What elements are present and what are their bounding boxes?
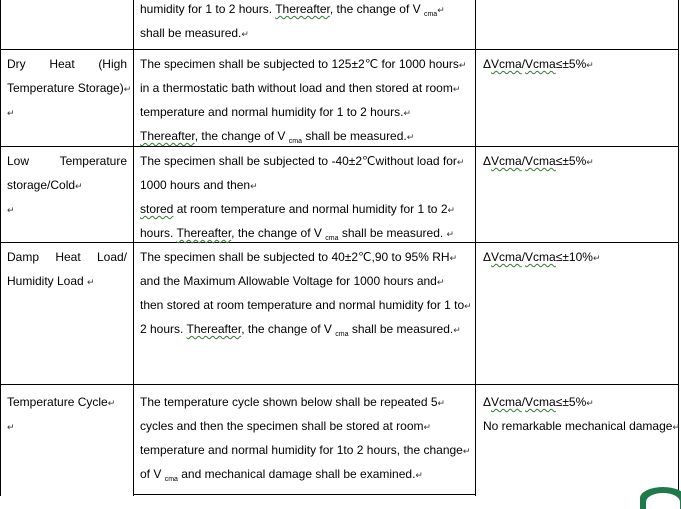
top-procedure-line <box>140 26 249 41</box>
temp-cycle-procedure-subscript: cma <box>164 476 178 483</box>
low-temp-criteria-text: ≤±5% <box>555 154 587 168</box>
paragraph-mark-icon: ↵ <box>123 84 132 94</box>
paragraph-mark-icon: ↵ <box>436 277 445 287</box>
temp-cycle-procedure-text: The temperature cycle shown below shall be repeated 5 <box>140 395 438 409</box>
low-temp-procedure-text: at room temperature and normal humidity for 1 to 2 <box>173 202 448 216</box>
low-temp-criteria-term: Vcma <box>525 154 556 168</box>
damp-heat-procedure-line <box>140 250 457 265</box>
low-temp-procedure-text: 1000 hours and then <box>140 178 251 192</box>
dry-heat-procedure-line <box>140 81 460 96</box>
temp-cycle-criteria-text: No remarkable mechanical damage <box>483 419 673 433</box>
paragraph-mark-icon: ↵ <box>423 422 432 432</box>
paragraph-mark-icon: ↵ <box>586 398 594 408</box>
paragraph-mark-icon: ↵ <box>7 108 15 118</box>
dry-heat-procedure-line <box>140 57 466 72</box>
temp-cycle-criteria-term: Vcma <box>491 395 522 409</box>
low-temp-procedure-term: Thereafter <box>176 226 232 240</box>
dry-heat-procedure-text: shall be measured. <box>302 129 407 143</box>
low-temp-procedure-text: The specimen shall be subjected to -40±2℃without load for <box>140 154 457 168</box>
damp-heat-criteria-text: / <box>521 250 526 264</box>
dry-heat-item-word: Heat <box>49 57 75 71</box>
temp-cycle-procedure-text: temperature and normal humidity for 1to 2 hours, the change <box>140 443 463 457</box>
temp-cycle-item-line <box>7 395 115 410</box>
damp-heat-criteria-line <box>483 250 600 265</box>
dry-heat-procedure-line <box>140 129 414 146</box>
low-temp-criteria-line <box>483 154 594 169</box>
top-procedure-term: Thereafter <box>275 2 330 16</box>
paragraph-mark-icon: ↵ <box>7 205 15 215</box>
dry-heat-procedure-text: temperature and normal humidity for 1 to 2 hours. <box>140 105 404 119</box>
temp-cycle-procedure-text: and mechanical damage shall be examined. <box>177 467 416 481</box>
top-procedure-text: humidity for 1 to 2 hours. <box>140 2 276 16</box>
paragraph-mark-icon: ↵ <box>250 181 258 191</box>
paragraph-mark-icon: ↵ <box>592 253 601 263</box>
dry-heat-item-word: Dry <box>7 57 26 71</box>
dry-heat-procedure-text: , the change of V <box>194 129 289 143</box>
paragraph-mark-icon: ↵ <box>447 205 456 215</box>
temp-cycle-procedure-text: of V <box>140 467 165 481</box>
low-temp-procedure-text: hours. <box>140 226 177 240</box>
low-temp-criteria-text: / <box>521 154 526 168</box>
top-procedure-text: shall be measured. <box>140 26 242 40</box>
dry-heat-procedure-subscript: cma <box>288 138 303 145</box>
dry-heat-procedure-line <box>140 105 411 120</box>
dry-heat-procedure-term: Thereafter <box>140 129 195 143</box>
damp-heat-criteria-text: ≤±10% <box>555 250 593 264</box>
paragraph-mark-icon: ↵ <box>75 181 83 191</box>
low-temp-procedure-line <box>140 154 464 169</box>
border-left <box>0 0 1 496</box>
paragraph-mark-icon: ↵ <box>586 157 594 167</box>
dry-heat-procedure-text: The specimen shall be subjected to 125±2℃ for 1000 hours <box>140 57 459 71</box>
damp-heat-procedure-text: , the change of V <box>241 322 336 336</box>
damp-heat-criteria-text: Δ <box>483 250 492 264</box>
dry-heat-criteria-term: Vcma <box>491 57 522 71</box>
temp-cycle-criteria-text: ≤±5% <box>555 395 587 409</box>
paragraph-mark-icon: ↵ <box>453 325 461 335</box>
damp-heat-criteria-term: Vcma <box>491 250 522 264</box>
dry-heat-item-line <box>7 105 15 120</box>
paragraph-mark-icon: ↵ <box>437 398 446 408</box>
paragraph-mark-icon: ↵ <box>464 301 472 311</box>
low-temp-item-word: Low <box>7 154 30 168</box>
low-temp-item-line <box>7 178 83 193</box>
damp-heat-procedure-text: The specimen shall be subjected to 40±2℃,90 to 95% RH <box>140 250 450 264</box>
damp-heat-procedure-line <box>140 322 461 339</box>
border-row1 <box>0 49 679 50</box>
paragraph-mark-icon: ↵ <box>462 446 471 456</box>
paragraph-mark-icon: ↵ <box>403 108 412 118</box>
paragraph-mark-icon: ↵ <box>437 5 445 15</box>
temp-cycle-procedure-line <box>140 395 445 410</box>
damp-heat-procedure-text: shall be measured. <box>348 322 454 336</box>
low-temp-procedure-text: shall be measured. <box>338 226 447 240</box>
paragraph-mark-icon: ↵ <box>7 422 15 432</box>
paragraph-mark-icon: ↵ <box>241 29 249 39</box>
dry-heat-criteria-term: Vcma <box>525 57 556 71</box>
paragraph-mark-icon: ↵ <box>446 229 455 239</box>
border-bottom <box>133 494 476 495</box>
damp-heat-item-word: Heat <box>55 250 81 264</box>
damp-heat-item-word: Load/ <box>96 250 127 264</box>
damp-heat-procedure-text: and the Maximum Allowable Voltage for 1000 hours and <box>140 274 437 288</box>
temp-cycle-procedure-line <box>140 467 423 484</box>
damp-heat-procedure-subscript: cma <box>335 331 349 338</box>
dry-heat-item-line <box>7 57 127 71</box>
paragraph-mark-icon: ↵ <box>406 132 415 142</box>
damp-heat-procedure-text: 2 hours. <box>140 322 187 336</box>
watermark-logo-icon <box>640 487 681 509</box>
top-procedure-line <box>140 2 445 19</box>
low-temp-procedure-text: , the change of V <box>231 226 326 240</box>
low-temp-item-line <box>7 154 127 168</box>
dry-heat-criteria-text: / <box>521 57 526 71</box>
paragraph-mark-icon: ↵ <box>449 253 458 263</box>
dry-heat-criteria-text: Δ <box>483 57 492 71</box>
paragraph-mark-icon: ↵ <box>87 277 95 287</box>
paragraph-mark-icon: ↵ <box>415 470 423 480</box>
dry-heat-procedure-text: in a thermostatic bath without load and then stored at room <box>140 81 453 95</box>
damp-heat-procedure-text: then stored at room temperature and normal humidity for 1 to <box>140 298 465 312</box>
low-temp-procedure-term: stored <box>140 202 174 216</box>
low-temp-procedure-line <box>140 226 454 243</box>
temp-cycle-criteria-text: Δ <box>483 395 492 409</box>
paragraph-mark-icon: ↵ <box>107 398 116 408</box>
top-procedure-text: , the change of V <box>329 2 424 16</box>
damp-heat-item-line <box>7 274 95 289</box>
dry-heat-item-word: (High <box>98 57 127 71</box>
paragraph-mark-icon: ↵ <box>586 60 594 70</box>
low-temp-procedure-line <box>140 202 455 217</box>
paragraph-mark-icon: ↵ <box>458 60 467 70</box>
paragraph-mark-icon: ↵ <box>456 157 465 167</box>
low-temp-procedure-subscript: cma <box>325 235 339 242</box>
temp-cycle-criteria-line <box>483 419 680 434</box>
temp-cycle-procedure-text: cycles and then the specimen shall be stored at room <box>140 419 424 433</box>
damp-heat-item-text: Humidity Load <box>7 274 88 288</box>
top-procedure-subscript: cma <box>423 11 438 18</box>
temp-cycle-procedure-line <box>140 443 470 458</box>
damp-heat-procedure-line <box>140 298 472 313</box>
temp-cycle-item-line <box>7 419 15 434</box>
dry-heat-criteria-text: ≤±5% <box>555 57 587 71</box>
dry-heat-item-text: Temperature Storage) <box>7 81 124 95</box>
border-col1 <box>133 0 134 496</box>
low-temp-procedure-line <box>140 178 258 193</box>
low-temp-item-word: Temperature <box>59 154 127 168</box>
paragraph-mark-icon: ↵ <box>672 422 680 432</box>
temp-cycle-procedure-line <box>140 419 431 434</box>
temp-cycle-item-text: Temperature Cycle <box>7 395 108 409</box>
damp-heat-item-word: Damp <box>7 250 40 264</box>
border-row2 <box>0 146 679 147</box>
dry-heat-criteria-line <box>483 57 594 72</box>
border-col2 <box>475 0 476 496</box>
temp-cycle-criteria-text: / <box>521 395 526 409</box>
low-temp-criteria-term: Vcma <box>491 154 522 168</box>
low-temp-criteria-text: Δ <box>483 154 492 168</box>
temp-cycle-criteria-term: Vcma <box>525 395 556 409</box>
damp-heat-criteria-term: Vcma <box>525 250 556 264</box>
border-row4 <box>0 384 679 385</box>
damp-heat-procedure-line <box>140 274 444 289</box>
paragraph-mark-icon: ↵ <box>452 84 461 94</box>
damp-heat-procedure-term: Thereafter <box>186 322 242 336</box>
temp-cycle-criteria-line <box>483 395 594 410</box>
dry-heat-item-line <box>7 81 131 96</box>
damp-heat-item-line <box>7 250 127 264</box>
low-temp-item-text: storage/Cold <box>7 178 76 192</box>
low-temp-item-line <box>7 202 15 217</box>
